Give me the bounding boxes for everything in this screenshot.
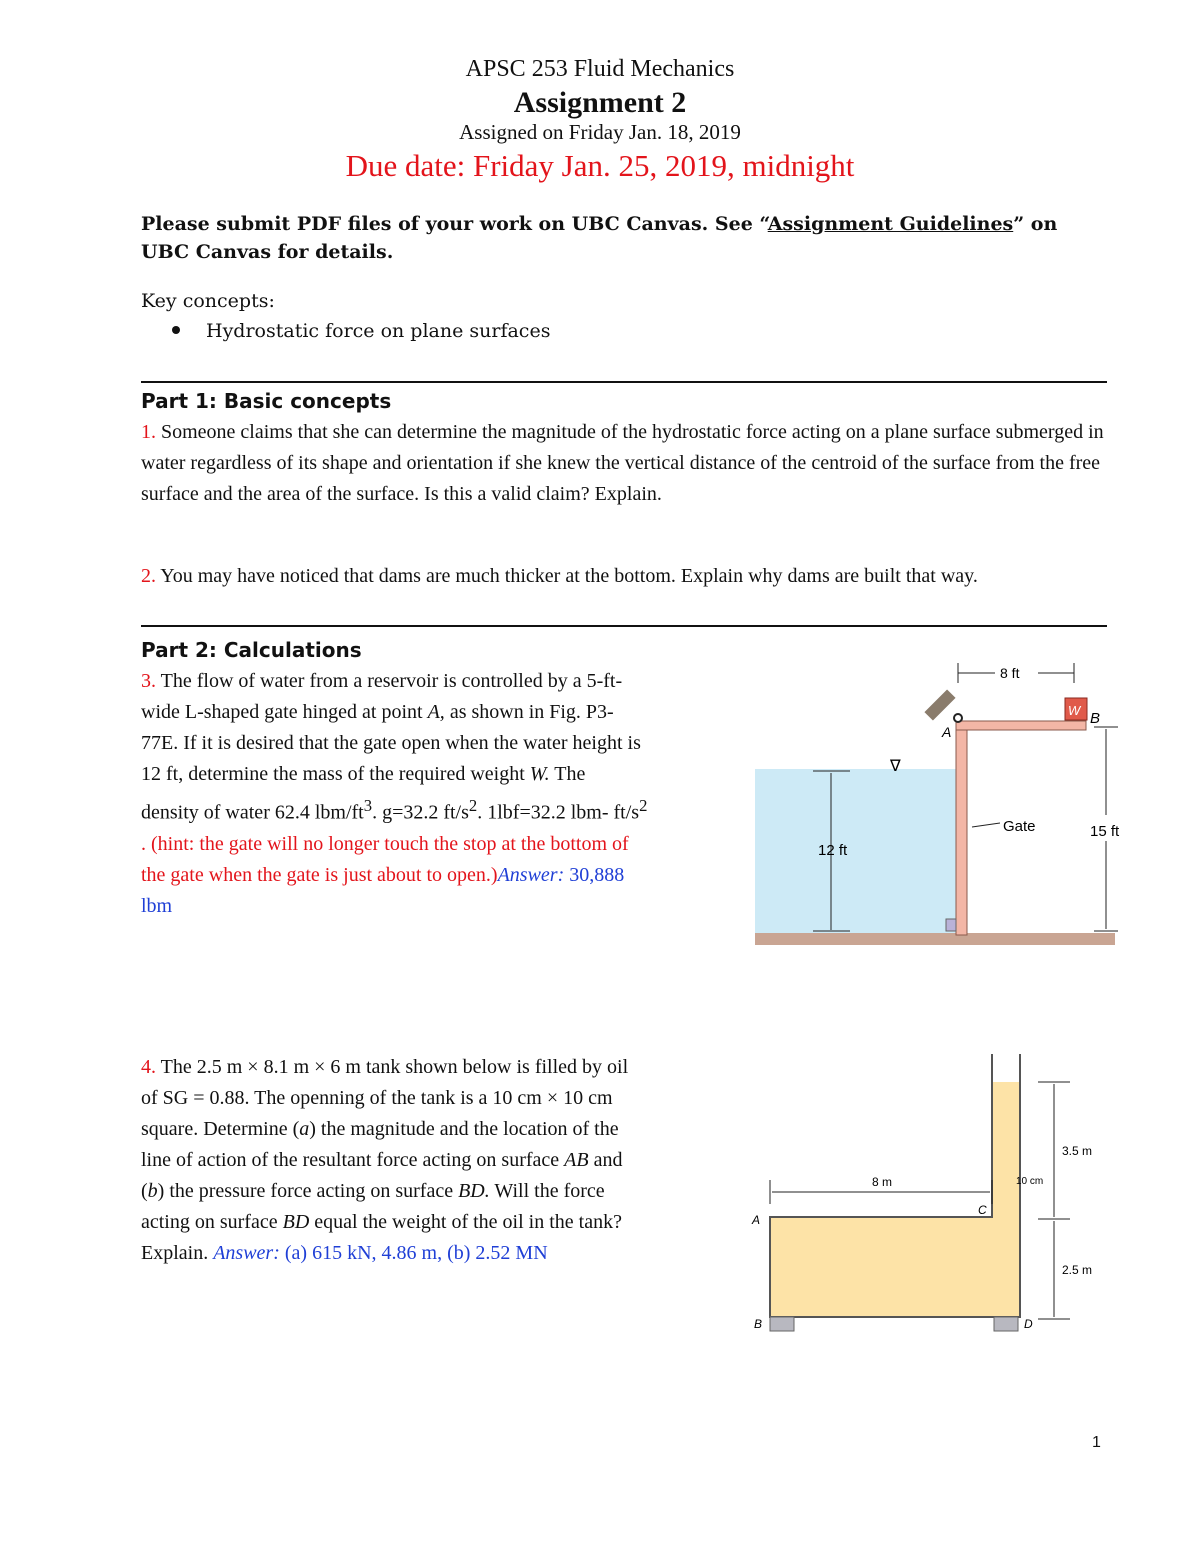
- label-A: A: [752, 1213, 761, 1227]
- figure-tank: [748, 1052, 1108, 1342]
- gate-vertical: [956, 721, 967, 935]
- free-surface-icon: ∇: [890, 758, 901, 775]
- gate-label: Gate: [1003, 818, 1036, 835]
- label-C: C: [978, 1203, 987, 1217]
- page-number: 1: [1092, 1434, 1101, 1451]
- question-3: 3. The flow of water from a reservoir is controlled by a 5-ft- wide L-shaped gate hinged at point A, as shown in Fig. P3- 77E. If it is desired that the gate open when the water height is 12 ft, determine the mass of the required weight W. The density of water 62.4 lbm/$ft^3$. g=32.2 $ft/s^2$. 1lbf=32.2 lbm- $ft/s^2$ . (hint: the gate will no longer touch the stop at the bottom of the gate when the gate is just about to open.)Answer: 30,888 lbm: [141, 670, 648, 917]
- hinge-support: [924, 689, 955, 720]
- support-right: [994, 1317, 1018, 1331]
- label-B: B: [1090, 710, 1101, 727]
- ground: [755, 933, 1115, 945]
- part2-heading: Part 2: Calculations: [141, 638, 362, 662]
- label-W: W: [1068, 703, 1081, 718]
- section-divider: [141, 625, 1107, 627]
- part1-heading: Part 1: Basic concepts: [141, 389, 392, 413]
- question-1: 1. Someone claims that she can determine the magnitude of the hydrostatic force acting on a plane surface submerged in water regardless of its shape and orientation if she knew the vertical distance of the centroid of the surface from the free surface and the area of the surface. Is this a valid claim? Explain.: [141, 421, 1104, 505]
- submission-instructions: Please submit PDF files of your work on UBC Canvas. See “Assignment Guidelines” on UBC Canvas for details.: [141, 213, 1058, 263]
- question-2: 2. You may have noticed that dams are much thicker at the bottom. Explain why dams are built that way.: [141, 565, 978, 587]
- key-concept-item: Hydrostatic force on plane surfaces: [172, 320, 550, 342]
- figure-gate: [750, 655, 1120, 950]
- label-A: A: [942, 724, 952, 740]
- label-D: D: [1024, 1317, 1033, 1331]
- oil-lower-region: [770, 1217, 1020, 1317]
- dim-8ft: 8 ft: [1000, 665, 1020, 681]
- gate-horizontal: [956, 721, 1086, 730]
- hinge-icon: [954, 714, 962, 722]
- dim-3-5m: 3.5 m: [1062, 1144, 1093, 1158]
- bullet-icon: [172, 326, 180, 334]
- dim-8m: 8 m: [872, 1175, 893, 1189]
- stop-block: [946, 919, 956, 931]
- key-concepts-label: Key concepts:: [141, 290, 275, 312]
- dim-10cm: 10 cm: [1016, 1176, 1044, 1187]
- course-title: APSC 253 Fluid Mechanics: [465, 56, 735, 82]
- oil-riser-region: [992, 1082, 1020, 1222]
- due-date: Due date: Friday Jan. 25, 2019, midnight: [345, 148, 855, 183]
- dim-12ft: 12 ft: [818, 842, 848, 859]
- water-region: [755, 769, 960, 935]
- label-B: B: [754, 1317, 763, 1331]
- dim-2-5m: 2.5 m: [1062, 1263, 1093, 1277]
- dim-15ft: 15 ft: [1090, 823, 1120, 840]
- assignment-guidelines-link[interactable]: Assignment Guidelines: [767, 213, 1014, 235]
- assignment-title: Assignment 2: [513, 86, 687, 119]
- assigned-date: Assigned on Friday Jan. 18, 2019: [459, 120, 741, 144]
- support-left: [770, 1317, 794, 1331]
- question-4: 4. The 2.5 m × 8.1 m × 6 m tank shown below is filled by oil of SG = 0.88. The openning of the tank is a 10 cm × 10 cm square. Determine (a) the magnitude and the location of the line of action of the resultant force acting on surface AB and (b) the pressure force acting on surface BD. Will the force acting on surface BD equal the weight of the oil in the tank? Explain. Answer: (a) 615 kN, 4.86 m, (b) 2.52 MN: [141, 1056, 629, 1264]
- section-divider: [141, 381, 1107, 383]
